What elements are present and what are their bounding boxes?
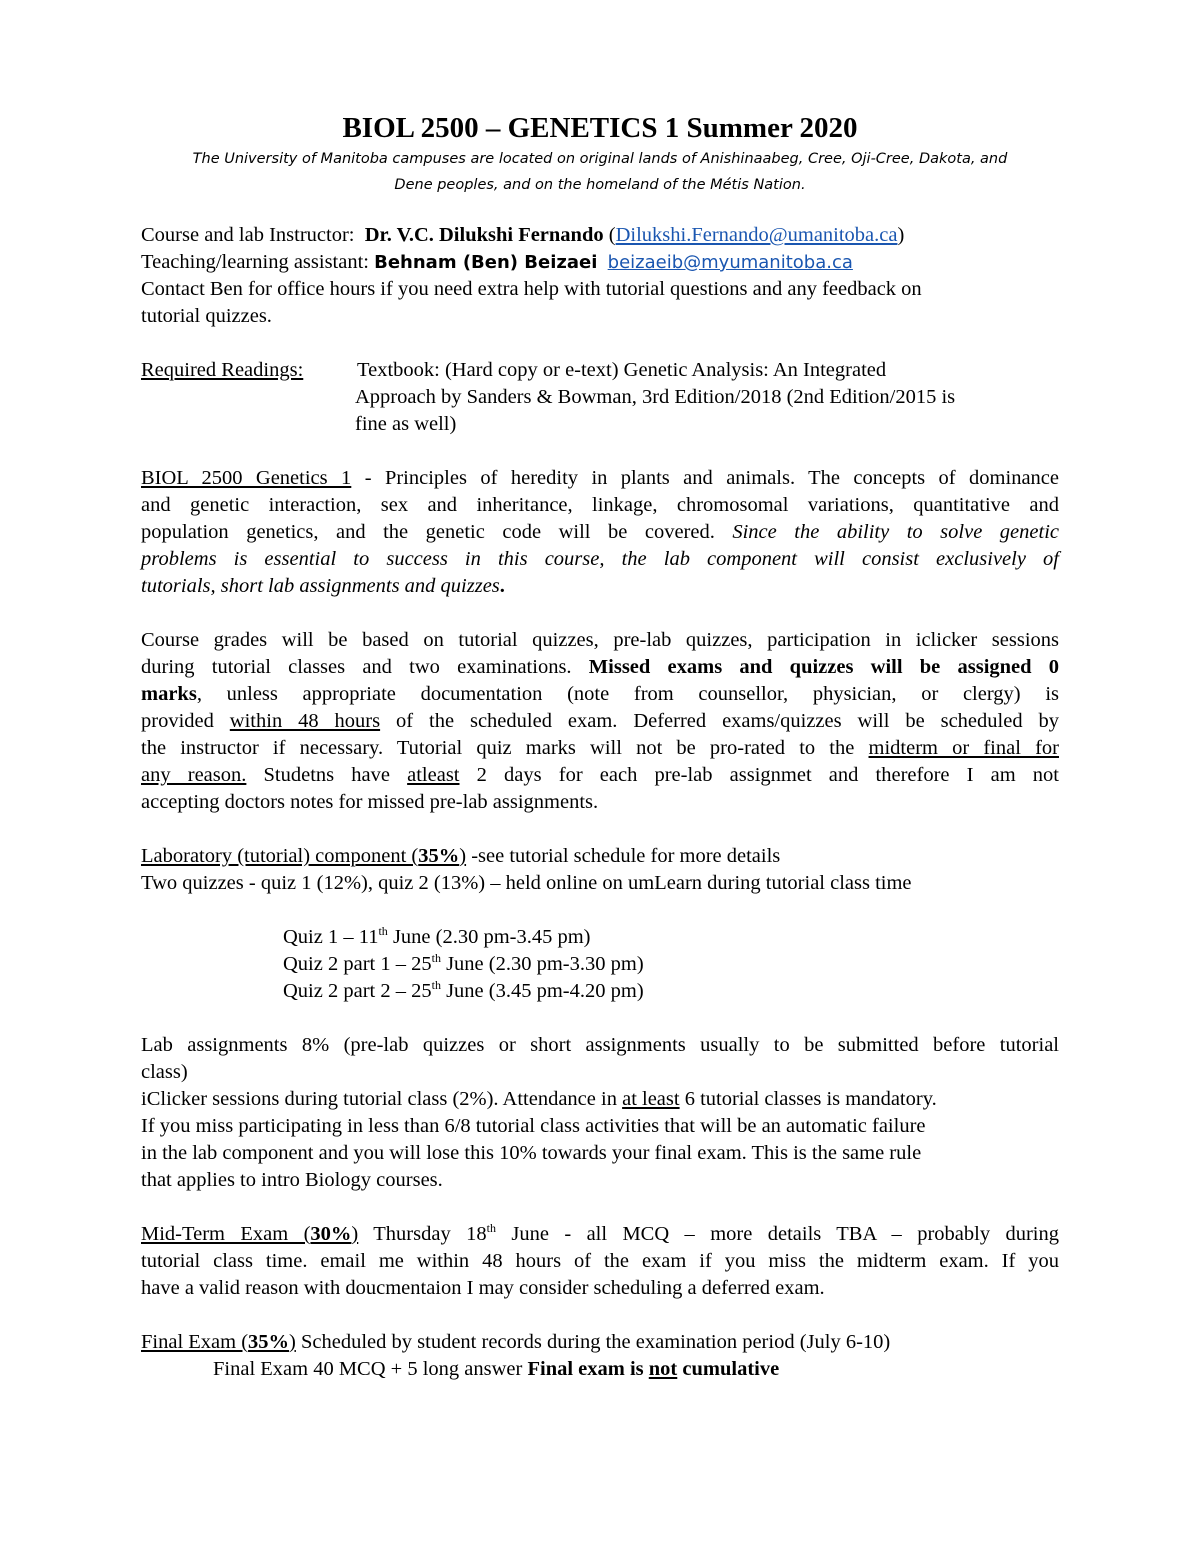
land-acknowledgement-line-1: The University of Manitoba campuses are located on original lands of Anishinaabeg, Cree, Oji-Cree, Dakota, and: [192, 151, 1008, 167]
quiz-schedule-item: Quiz 1 – 11th June (2.30 pm-3.45 pm): [283, 924, 591, 948]
grades-line-2: during tutorial classes and two examinations. Missed exams and quizzes will be assigned 0: [141, 656, 1060, 678]
assistant-line: [141, 251, 853, 274]
miss-policy-line-2: in the lab component and you will lose this 10% towards your final exam. This is the same rule: [141, 1142, 922, 1164]
instructor-line: Course and lab Instructor: Dr. V.C. Dilukshi Fernando (Dilukshi.Fernando@umanitoba.ca): [141, 224, 905, 246]
description-line-3: population genetics, and the genetic code will be covered. Since the ability to solve genetic: [141, 521, 1059, 543]
iclicker-line: iClicker sessions during tutorial class (2%). Attendance in at least 6 tutorial classes is mandatory.: [141, 1088, 937, 1110]
final-exam-line-2: Final Exam 40 MCQ + 5 long answer Final exam is not cumulative: [213, 1358, 780, 1380]
lab-heading: Laboratory (tutorial) component (35%) -see tutorial schedule for more details: [141, 845, 781, 867]
instructor-label: Course and lab Instructor:: [141, 224, 355, 246]
midterm-line-1: Mid-Term Exam (30%) Thursday 18th June - all MCQ – more details TBA – probably during: [141, 1221, 1060, 1245]
midterm-line-3: have a valid reason with doucmentaion I may consider scheduling a deferred exam.: [141, 1277, 825, 1299]
instructor-name: Dr. V.C. Dilukshi Fernando: [364, 224, 604, 246]
midterm-line-2: tutorial class time. email me within 48 hours of the exam if you miss the midterm exam. If you: [141, 1250, 1059, 1272]
description-line-1: BIOL 2500 Genetics 1 - Principles of heredity in plants and animals. The concepts of dominance: [141, 467, 1059, 489]
instructor-email-link[interactable]: Dilukshi.Fernando@umanitoba.ca: [615, 224, 898, 246]
assistant-name: Behnam (Ben) Beizaei: [374, 252, 598, 273]
lab-quizzes-line: Two quizzes - quiz 1 (12%), quiz 2 (13%) – held online on umLearn during tutorial class time: [141, 872, 912, 894]
miss-policy-line-3: that applies to intro Biology courses.: [141, 1169, 443, 1191]
description-line-2: and genetic interaction, sex and inheritance, linkage, chromosomal variations, quantitative and: [141, 494, 1059, 516]
lab-assignments-line-1: Lab assignments 8% (pre-lab quizzes or short assignments usually to be submitted before tutorial: [141, 1034, 1059, 1056]
readings-line-1: Textbook: (Hard copy or e-text) Genetic Analysis: An Integrated: [357, 359, 887, 381]
readings-line-2: Approach by Sanders & Bowman, 3rd Edition/2018 (2nd Edition/2015 is: [355, 386, 956, 408]
description-line-4: problems is essential to success in this course, the lab component will consist exclusively of: [141, 548, 1059, 570]
grades-line-3: marks, unless appropriate documentation (note from counsellor, physician, or clergy) is: [141, 683, 1059, 705]
description-line-5: tutorials, short lab assignments and quizzes.: [141, 575, 505, 597]
miss-policy-line-1: If you miss participating in less than 6/8 tutorial class activities that will be an automatic failure: [141, 1115, 926, 1137]
quiz-schedule-item: Quiz 2 part 1 – 25th June (2.30 pm-3.30 pm): [283, 951, 644, 975]
lab-assignments-line-2: class): [141, 1061, 188, 1083]
final-exam-line-1: Final Exam (35%) Scheduled by student records during the examination period (July 6-10): [141, 1331, 891, 1353]
contact-note-line-1: Contact Ben for office hours if you need extra help with tutorial questions and any feedback on: [141, 278, 922, 300]
grades-line-1: Course grades will be based on tutorial quizzes, pre-lab quizzes, participation in iclicker sessions: [141, 629, 1059, 651]
readings-label: Required Readings:: [141, 359, 304, 381]
readings-line-3: fine as well): [355, 413, 457, 435]
quiz-schedule-item: Quiz 2 part 2 – 25th June (3.45 pm-4.20 pm): [283, 978, 644, 1002]
grades-line-6: any reason. Studetns have atleast 2 days for each pre-lab assignmet and therefore I am not: [141, 764, 1059, 786]
grades-line-7: accepting doctors notes for missed pre-lab assignments.: [141, 791, 599, 813]
grades-line-4: provided within 48 hours of the scheduled exam. Deferred exams/quizzes will be scheduled by: [141, 710, 1059, 732]
land-acknowledgement-line-2: Dene peoples, and on the homeland of the Métis Nation.: [394, 177, 806, 193]
assistant-email-link[interactable]: beizaeib@myumanitoba.ca: [607, 252, 853, 273]
course-name: BIOL 2500 Genetics 1: [141, 467, 352, 489]
contact-note-line-2: tutorial quizzes.: [141, 305, 272, 327]
grades-line-5: the instructor if necessary. Tutorial quiz marks will not be pro-rated to the midterm or final for: [141, 737, 1059, 759]
page-title: BIOL 2500 – GENETICS 1 Summer 2020: [342, 112, 858, 144]
assistant-label: Teaching/learning assistant:: [141, 251, 369, 273]
